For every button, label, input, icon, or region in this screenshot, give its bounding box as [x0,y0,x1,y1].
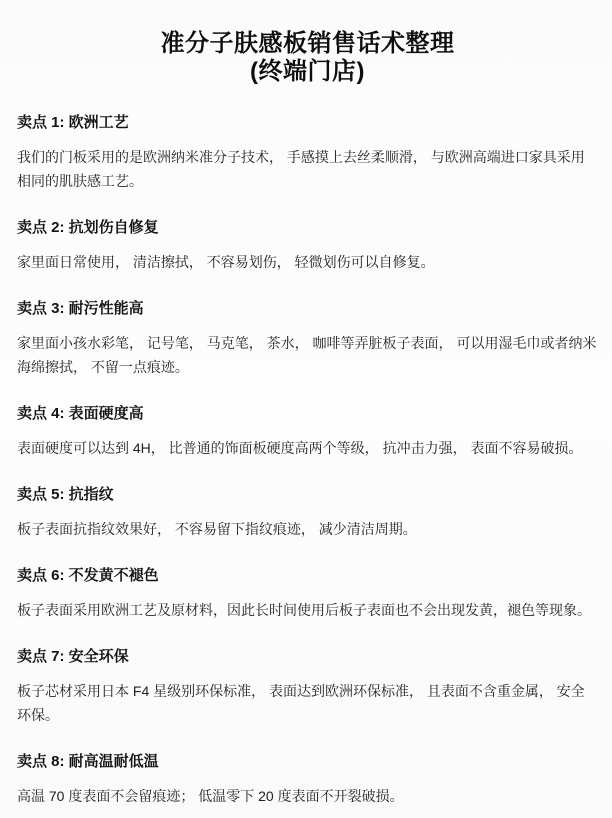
selling-point-text-line: 板子表面采用欧洲工艺及原材料，因此长时间使用后板子表面也不会出现发黄，褪色等现象。 [17,602,591,618]
selling-point-text-line: 家里面小孩水彩笔， 记号笔， 马克笔， 茶水， 咖啡等弄脏板子表面， 可以用湿毛巾或者纳米 [17,335,597,351]
selling-point-text-line: 高温 70 度表面不会留痕迹； 低温零下 20 度表面不开裂破损。 [17,788,404,804]
selling-point-section-4 [17,404,598,460]
selling-point-section-5 [17,485,598,541]
page-title-line-2: (终端门店) [250,58,365,85]
selling-point-text-line: 相同的肌肤感工艺。 [17,173,143,189]
selling-point-text-line: 我们的门板采用的是欧洲纳米准分子技术， 手感摸上去丝柔顺滑， 与欧洲高端进口家具采用 [17,149,585,165]
selling-point-section-7 [17,647,598,727]
selling-point-section-2 [17,218,598,274]
selling-point-text-line: 板子表面抗指纹效果好， 不容易留下指纹痕迹， 减少清洁周期。 [17,521,417,537]
selling-point-section-6 [17,566,598,622]
selling-point-text-line: 表面硬度可以达到 4H， 比普通的饰面板硬度高两个等级， 抗冲击力强， 表面不容易破损。 [17,440,583,456]
selling-point-heading: 卖点 2: 抗划伤自修复 [17,219,159,236]
selling-point-section-3 [17,299,598,379]
selling-point-heading: 卖点 5: 抗指纹 [17,486,114,503]
selling-point-text-line: 海绵擦拭， 不留一点痕迹。 [17,359,189,375]
page-title-line-1: 准分子肤感板销售话术整理 [160,30,455,57]
selling-point-heading: 卖点 6: 不发黄不褪色 [17,567,159,584]
page-title [17,30,598,86]
selling-point-heading: 卖点 8: 耐高温耐低温 [17,753,159,770]
selling-point-section-1 [17,113,598,193]
selling-point-text-line: 环保。 [17,707,59,723]
selling-point-text-line: 家里面日常使用， 清洁擦拭， 不容易划伤， 轻微划伤可以自修复。 [17,254,435,270]
selling-point-heading: 卖点 7: 安全环保 [17,648,129,665]
selling-point-heading: 卖点 3: 耐污性能高 [17,300,144,317]
selling-point-heading: 卖点 1: 欧洲工艺 [17,114,129,131]
selling-point-section-8 [17,752,598,808]
selling-point-text-line: 板子芯材采用日本 F4 星级别环保标准， 表面达到欧洲环保标准， 且表面不含重金属， 安全 [17,683,585,699]
selling-point-heading: 卖点 4: 表面硬度高 [17,405,144,422]
